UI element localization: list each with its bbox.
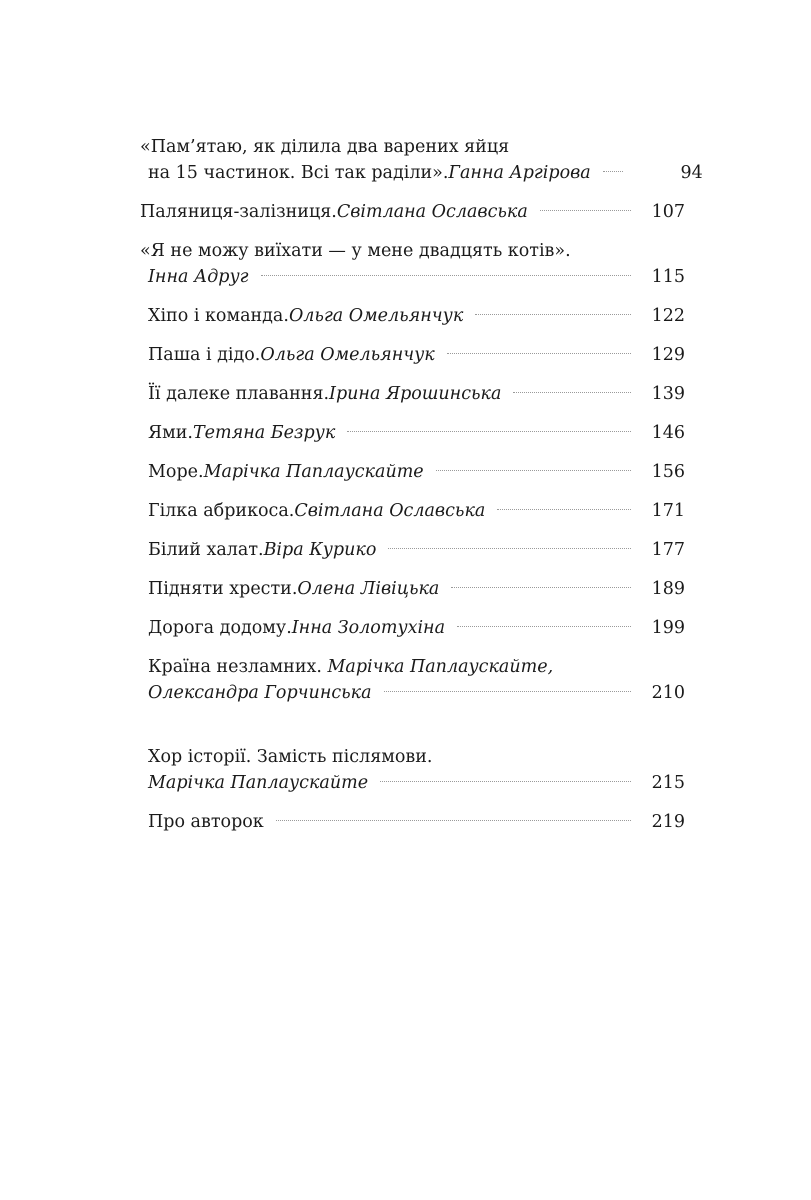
page-number: 199	[651, 618, 685, 638]
toc-entry[interactable]	[140, 238, 685, 290]
dot-leader	[603, 171, 623, 172]
dot-leader	[384, 691, 631, 692]
page-number: 219	[651, 812, 685, 832]
dot-leader	[436, 470, 631, 471]
toc-entry[interactable]	[140, 381, 685, 407]
dot-leader	[261, 275, 631, 276]
dot-leader	[540, 210, 631, 211]
entry-row	[140, 160, 703, 186]
toc-entry[interactable]	[140, 342, 685, 368]
entry-author: Ірина Ярошинська	[329, 384, 502, 404]
entry-row	[140, 680, 685, 706]
page-number: 115	[651, 267, 685, 287]
toc-entry[interactable]	[140, 134, 703, 186]
page-number: 156	[651, 462, 685, 482]
entry-row	[140, 199, 685, 225]
toc-entry[interactable]	[140, 420, 685, 446]
toc-entry[interactable]	[140, 498, 685, 524]
entry-title: Білий халат.	[148, 540, 264, 560]
entry-row	[140, 303, 685, 329]
entry-title: Гілка абрикоса.	[148, 501, 295, 521]
page-number: 146	[651, 423, 685, 443]
entry-author: Марічка Паплаускайте	[148, 773, 369, 793]
entry-row	[140, 576, 685, 602]
entry-title: Її далеке плавання.	[148, 384, 330, 404]
entry-author: Ганна Аргірова	[448, 163, 591, 183]
dot-leader	[513, 392, 631, 393]
page-number: 94	[680, 163, 703, 183]
entry-author: Віра Курико	[263, 540, 377, 560]
entry-title: Море.	[148, 462, 204, 482]
entry-row	[140, 498, 685, 524]
page-number: 122	[651, 306, 685, 326]
entry-title: Паша і дідо.	[148, 345, 261, 365]
entry-title: Про авторок	[148, 812, 264, 832]
entry-row	[140, 420, 685, 446]
dot-leader	[447, 353, 631, 354]
entry-title: Паляниця-залізниця.	[140, 202, 337, 222]
page-number: 171	[651, 501, 685, 521]
entry-title-line: «Пам’ятаю, як ділила два варених яйця	[140, 137, 510, 157]
dot-leader	[497, 509, 631, 510]
table-of-contents	[140, 134, 703, 848]
toc-entry[interactable]	[140, 654, 685, 706]
page-number: 177	[651, 540, 685, 560]
entry-row	[140, 537, 685, 563]
toc-entry[interactable]	[140, 615, 685, 641]
entry-title-line: «Я не можу виїхати — у мене двадцять котів».	[140, 241, 571, 261]
dot-leader	[276, 820, 631, 821]
entry-author: Світлана Ославська	[336, 202, 528, 222]
toc-entry[interactable]	[140, 199, 685, 225]
page-number: 215	[651, 773, 685, 793]
toc-entry[interactable]	[140, 303, 685, 329]
entry-title: Ями.	[148, 423, 193, 443]
dot-leader	[475, 314, 631, 315]
entry-title: Хіпо і команда.	[148, 306, 289, 326]
entry-author: Ольга Омельянчук	[260, 345, 435, 365]
entry-author: Інна Золотухіна	[291, 618, 446, 638]
toc-entry-afterword[interactable]	[140, 744, 685, 796]
entry-row	[140, 809, 685, 835]
page-number: 189	[651, 579, 685, 599]
page-number: 139	[651, 384, 685, 404]
entry-author: Світлана Ославська	[294, 501, 486, 521]
page-number: 129	[651, 345, 685, 365]
entry-title-line: Хор історії. Замість післямови.	[148, 747, 433, 767]
entry-author: Марічка Паплаускайте,	[327, 657, 554, 677]
page-number: 107	[651, 202, 685, 222]
entry-row	[140, 459, 685, 485]
toc-entry-about-authors[interactable]	[140, 809, 685, 835]
entry-author: Олена Лівіцька	[297, 579, 440, 599]
entry-title-line	[140, 654, 685, 680]
toc-entry[interactable]	[140, 537, 685, 563]
toc-entry[interactable]	[140, 459, 685, 485]
entry-row	[140, 342, 685, 368]
entry-row	[140, 381, 685, 407]
page-number: 210	[651, 683, 685, 703]
entry-author: Марічка Паплаускайте	[203, 462, 424, 482]
entry-author: Ольга Омельянчук	[288, 306, 464, 326]
entry-title: Підняти хрести.	[148, 579, 298, 599]
entry-title: на 15 частинок. Всі так раділи».	[148, 163, 449, 183]
dot-leader	[347, 431, 631, 432]
dot-leader	[380, 781, 631, 782]
entry-author: Тетяна Безрук	[192, 423, 336, 443]
entry-author: Інна Адруг	[148, 267, 249, 287]
entry-row	[140, 770, 685, 796]
entry-row	[140, 615, 685, 641]
dot-leader	[451, 587, 631, 588]
dot-leader	[388, 548, 631, 549]
entry-author: Олександра Горчинська	[148, 683, 372, 703]
entry-title: Країна незламних.	[148, 657, 328, 677]
entry-title: Дорога додому.	[148, 618, 292, 638]
toc-entry[interactable]	[140, 576, 685, 602]
dot-leader	[457, 626, 631, 627]
entry-row	[140, 264, 685, 290]
